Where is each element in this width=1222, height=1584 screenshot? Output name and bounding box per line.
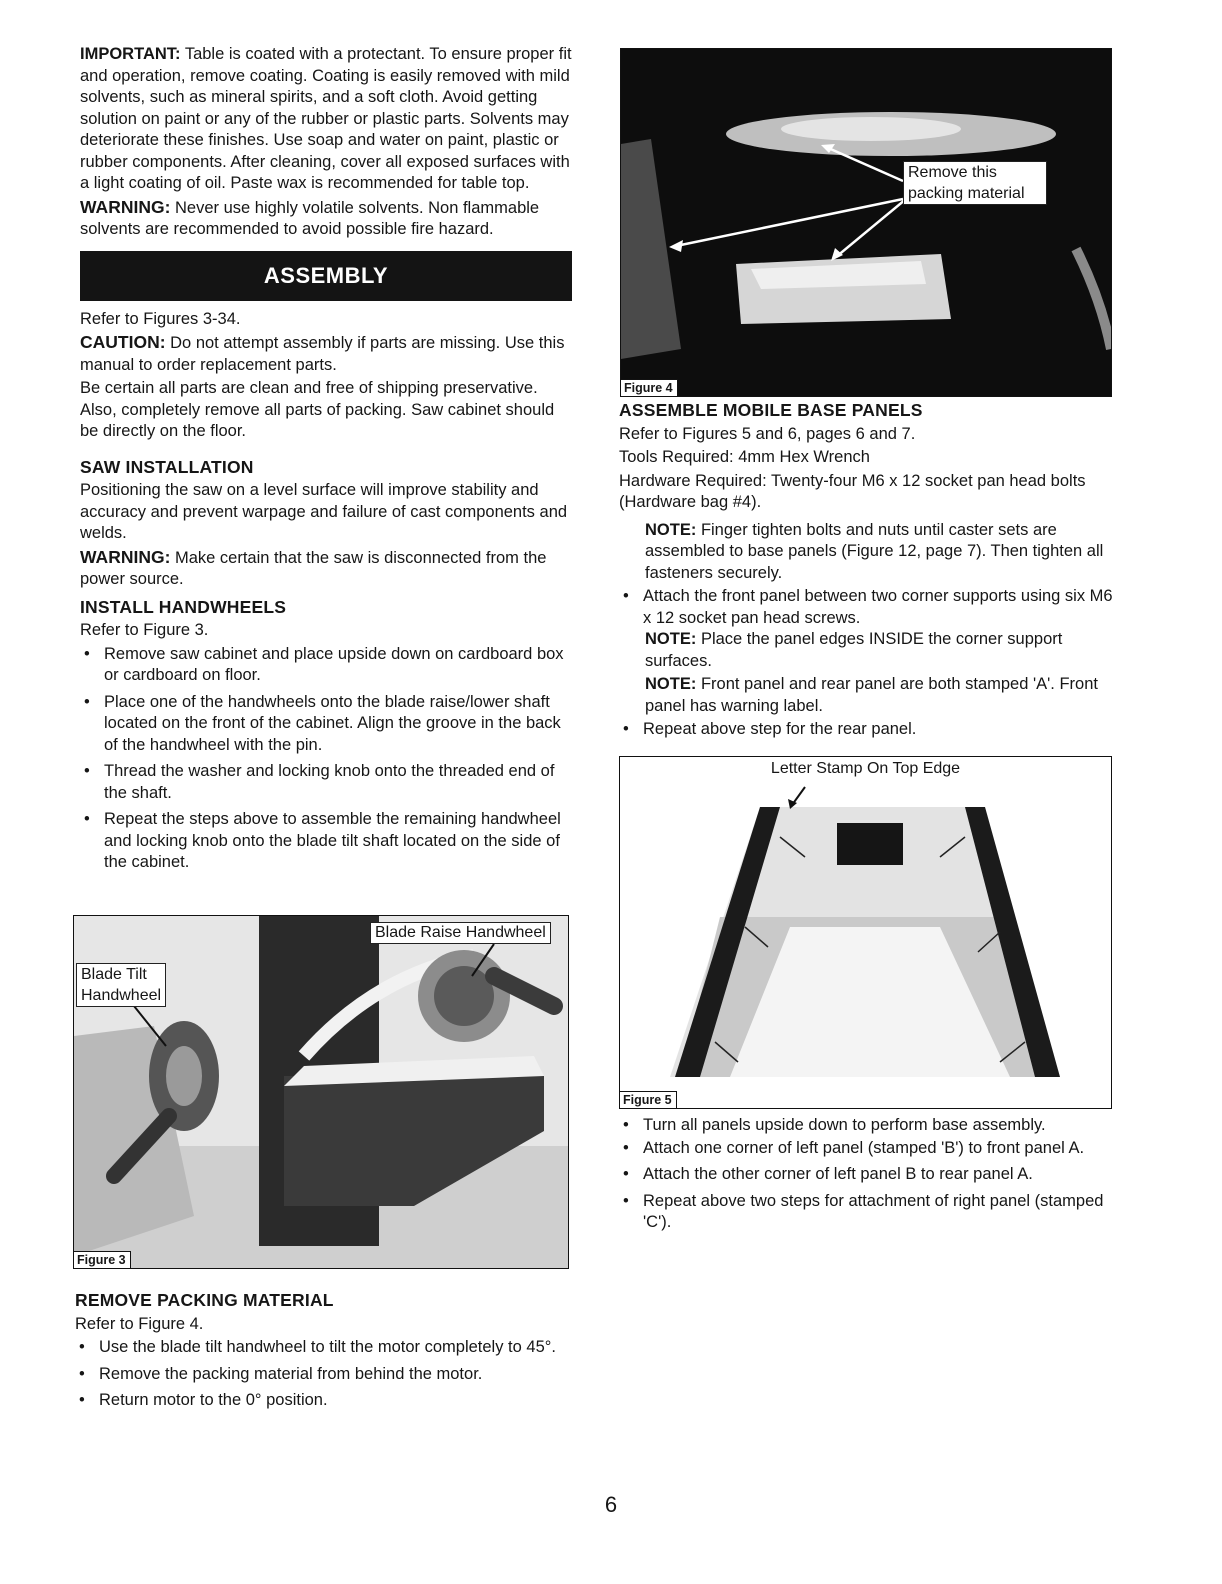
refer-figures: Refer to Figures 3-34. bbox=[80, 309, 241, 328]
packing-section bbox=[75, 1290, 570, 1417]
warning-paragraph-2 bbox=[80, 547, 572, 591]
rear-panel-steps bbox=[619, 719, 1114, 741]
callout-blade-raise-handwheel: Blade Raise Handwheel bbox=[370, 922, 551, 944]
hardware-required: Hardware Required: Twenty-four M6 x 12 socket pan head bolts (Hardware bag #4). bbox=[619, 471, 1086, 511]
front-panel-steps bbox=[619, 586, 1114, 629]
install-handwheels-heading: INSTALL HANDWHEELS bbox=[80, 596, 287, 617]
warning-text-2: Make certain that the saw is disconnected from the power source. bbox=[80, 548, 547, 588]
mobile-refer: Refer to Figures 5 and 6, pages 6 and 7. bbox=[619, 424, 916, 443]
remove-packing-heading: REMOVE PACKING MATERIAL bbox=[75, 1290, 334, 1310]
bullet: • bbox=[79, 1338, 85, 1356]
bullet: • bbox=[623, 587, 629, 605]
caution-label: CAUTION: bbox=[80, 332, 166, 352]
figure-5-photo bbox=[620, 757, 1111, 1108]
bullet: • bbox=[79, 1364, 85, 1383]
warning-label-1: WARNING: bbox=[80, 196, 171, 217]
list-item: • Use the blade tilt handwheel to tilt the motor completely to 45°. bbox=[75, 1337, 570, 1359]
list-item: • Attach the other corner of left panel B to rear panel A. bbox=[619, 1164, 1114, 1186]
list-item: • Repeat above two steps for attachment of right panel (stamped 'C'). bbox=[623, 1191, 1104, 1231]
figure-5 bbox=[619, 756, 1112, 1109]
figure-4-photo bbox=[621, 49, 1111, 396]
bullet: • bbox=[623, 1165, 629, 1183]
list-item: • Thread the washer and locking knob onto the threaded end of the shaft. bbox=[84, 762, 555, 802]
figure-4 bbox=[620, 48, 1112, 397]
saw-installation-heading: SAW INSTALLATION bbox=[80, 456, 254, 477]
list-item: • Turn all panels upside down to perform base assembly. bbox=[619, 1115, 1114, 1137]
page-number: 6 bbox=[604, 1492, 618, 1517]
mobile-base-section bbox=[619, 400, 1114, 746]
bullet: • bbox=[623, 1116, 629, 1134]
important-text: Table is coated with a protectant. To ensure proper fit and operation, remove coating. Coating is easily removed with mild solvents, such as mineral spirits, and a soft cloth. Avoid getting solution on paint or any of the rubber or plastic parts. Solvents may deteriorate these finishes. Use soap and water on paint, plastic or rubber components. After cleaning, cover all exposed surfaces with a light coating of oil. Paste wax is recommended for table top. bbox=[80, 45, 572, 192]
note-label-2: NOTE: bbox=[645, 630, 697, 648]
bullet: • bbox=[84, 692, 90, 711]
note-3: NOTE: Front panel and rear panel are both stamped 'A'. Front panel has warning label. bbox=[645, 675, 1098, 715]
saw-installation-text: Positioning the saw on a level surface will improve stability and accuracy and prevent warpage and failure of cast components and welds. bbox=[80, 481, 568, 542]
figure-5-caption: Letter Stamp On Top Edge bbox=[770, 760, 961, 777]
bullet: • bbox=[623, 1191, 629, 1210]
mobile-base-heading: ASSEMBLE MOBILE BASE PANELS bbox=[619, 400, 923, 420]
callout-remove-packing: Remove this packing material bbox=[903, 161, 1047, 205]
important-label: IMPORTANT: bbox=[80, 45, 181, 63]
base-assembly-steps bbox=[619, 1115, 1114, 1239]
figure-3-label: Figure 3 bbox=[74, 1251, 131, 1268]
packing-refer: Refer to Figure 4. bbox=[75, 1314, 204, 1333]
bullet: • bbox=[84, 762, 90, 780]
note-label-3: NOTE: bbox=[645, 675, 697, 693]
bullet: • bbox=[84, 810, 90, 828]
caution-text: Do not attempt assembly if parts are missing. Use this manual to order replacement parts. bbox=[80, 334, 565, 374]
assembly-banner: ASSEMBLY bbox=[80, 251, 572, 301]
handwheel-steps bbox=[80, 644, 572, 874]
list-item: • Attach the front panel between two corner supports using six M6 x 12 socket pan head screws. bbox=[623, 587, 1113, 627]
bullet: • bbox=[623, 1138, 629, 1157]
list-item: • Return motor to the 0° position. bbox=[75, 1390, 570, 1412]
base-steps bbox=[619, 1115, 1114, 1234]
warning-paragraph-1 bbox=[80, 197, 572, 241]
clean-paragraph: Be certain all parts are clean and free of shipping preservative. Also, completely remove all parts of packing. Saw cabinet should be directly on the floor. bbox=[80, 379, 555, 440]
note-label-1: NOTE: bbox=[645, 520, 697, 539]
bullet: • bbox=[79, 1391, 85, 1409]
warning-label-2: WARNING: bbox=[80, 546, 171, 567]
list-item: • Repeat the steps above to assemble the remaining handwheel and locking knob onto the blade tilt shaft located on the side of the cabinet. bbox=[84, 810, 561, 871]
list-item: • Remove the packing material from behind the motor. bbox=[75, 1364, 570, 1386]
tools-required: Tools Required: 4mm Hex Wrench bbox=[619, 448, 870, 466]
bullet: • bbox=[84, 644, 90, 663]
caution-paragraph bbox=[80, 332, 572, 376]
callout-blade-tilt-handwheel: Blade Tilt Handwheel bbox=[76, 963, 166, 1007]
list-item: • Repeat above step for the rear panel. bbox=[619, 719, 1114, 741]
warning-text-1: Never use highly volatile solvents. Non flammable solvents are recommended to avoid possible fire hazard. bbox=[80, 198, 540, 238]
left-column bbox=[80, 44, 572, 874]
list-item: • Attach one corner of left panel (stamped 'B') to front panel A. bbox=[619, 1138, 1114, 1160]
packing-steps bbox=[75, 1337, 570, 1412]
list-item: • Place one of the handwheels onto the blade raise/lower shaft located on the front of the cabinet. Align the groove in the back of the handwheel with the pin. bbox=[84, 692, 561, 754]
bullet: • bbox=[623, 720, 629, 738]
important-paragraph bbox=[80, 44, 572, 195]
figure-4-label: Figure 4 bbox=[621, 379, 678, 396]
figure-5-label: Figure 5 bbox=[620, 1091, 677, 1108]
handwheels-refer: Refer to Figure 3. bbox=[80, 621, 209, 639]
list-item: • Remove saw cabinet and place upside down on cardboard box or cardboard on floor. bbox=[84, 644, 564, 684]
note-2: NOTE: Place the panel edges INSIDE the corner support surfaces. bbox=[645, 630, 1063, 670]
note-1: NOTE: Finger tighten bolts and nuts until caster sets are assembled to base panels (Figure 12, page 7). Then tighten all fasteners securely. bbox=[645, 520, 1104, 582]
figure-3 bbox=[73, 915, 569, 1269]
